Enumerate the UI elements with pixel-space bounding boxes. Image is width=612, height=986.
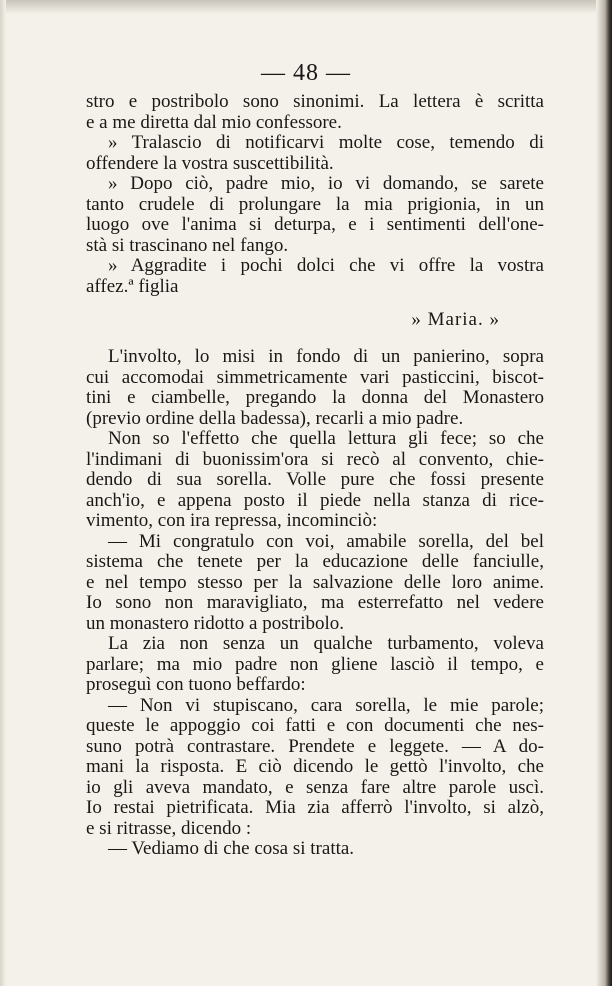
text-line: » Tralascio di notificarvi molte cose, temendo di [108, 132, 544, 153]
text-line: un monastero ridotto a postribolo. [86, 612, 345, 634]
text-line: cui accomodai simmetricamente vari pasticcini, biscot- [86, 366, 544, 388]
text-line: tanto crudele di prolungare la mia prigionia, in un [86, 193, 544, 215]
text-line: parlare; ma mio padre non gliene lasciò il tempo, e [86, 653, 544, 675]
page-number: — 48 — [261, 60, 351, 86]
text-line: proseguì con tuono beffardo: [86, 674, 306, 695]
text-line: mani la risposta. E ciò dicendo le gettò l'involto, che [86, 756, 544, 777]
text-line: e si ritrasse, dicendo : [86, 817, 252, 839]
text-line: l'indimani di buonissim'ora si recò al convento, chie- [86, 448, 544, 470]
text-line: queste le appoggio coi fatti e con documenti che nes- [86, 715, 544, 736]
text-line: stà si trascinano nel fango. [86, 234, 289, 256]
text-line: — Non vi stupiscano, cara sorella, le mie parole; [108, 694, 544, 716]
text-line: — Vediamo di che cosa si tratta. [108, 838, 355, 859]
text-line: affez.ª figlia [86, 275, 179, 297]
text-line: sistema che tenete per la educazione delle fanciulle, [86, 551, 544, 572]
page-left-edge [0, 0, 6, 986]
text-line: Io sono non maravigliato, ma esterrefatto nel vedere [86, 592, 544, 613]
text-line: anch'io, e appena posto il piede nella stanza di rice- [86, 489, 544, 511]
text-line: e nel tempo stesso per la salvazione delle loro anime. [86, 571, 544, 593]
text-line: tini e ciambelle, pregando la donna del Monastero [86, 387, 544, 408]
text-line: » Dopo ciò, padre mio, io vi domando, se sarete [108, 173, 544, 194]
text-line: dendo di sua sorella. Volle pure che fossi presente [86, 469, 544, 490]
text-line: vimento, con ira repressa, incominciò: [86, 510, 378, 531]
narrative-text [86, 347, 544, 860]
page-top-edge [0, 0, 612, 14]
text-line: luogo ove l'anima si deturpa, e i sentimenti dell'one- [86, 214, 544, 235]
text-line: Io restai pietrificata. Mia zia afferrò l'involto, si alzò, [86, 797, 544, 818]
text-line: » Aggradite i pochi dolci che vi offre la vostra [108, 255, 544, 276]
text-line: Non so l'effetto che quella lettura gli fece; so che [108, 428, 544, 449]
text-line: io gli aveva mandato, e senza fare altre parole uscì. [86, 776, 544, 798]
text-line: suno potrà contrastare. Prendete e leggete. — A do- [86, 735, 544, 757]
text-line: e a me diretta dal mio confessore. [86, 111, 342, 133]
text-line: — Mi congratulo con voi, amabile sorella, del bel [108, 530, 544, 552]
text-line: L'involto, lo misi in fondo di un panierino, sopra [108, 346, 544, 367]
book-spine-shadow [596, 0, 612, 986]
letter-signature: » Maria. » [411, 309, 500, 330]
text-line: La zia non senza un qualche turbamento, voleva [108, 633, 544, 654]
text-line: stro e postribolo sono sinonimi. La lettera è scritta [86, 91, 544, 112]
letter-text [86, 92, 544, 297]
text-line: offendere la vostra suscettibilità. [86, 152, 334, 174]
text-line: (previo ordine della badessa), recarli a mio padre. [86, 407, 464, 429]
